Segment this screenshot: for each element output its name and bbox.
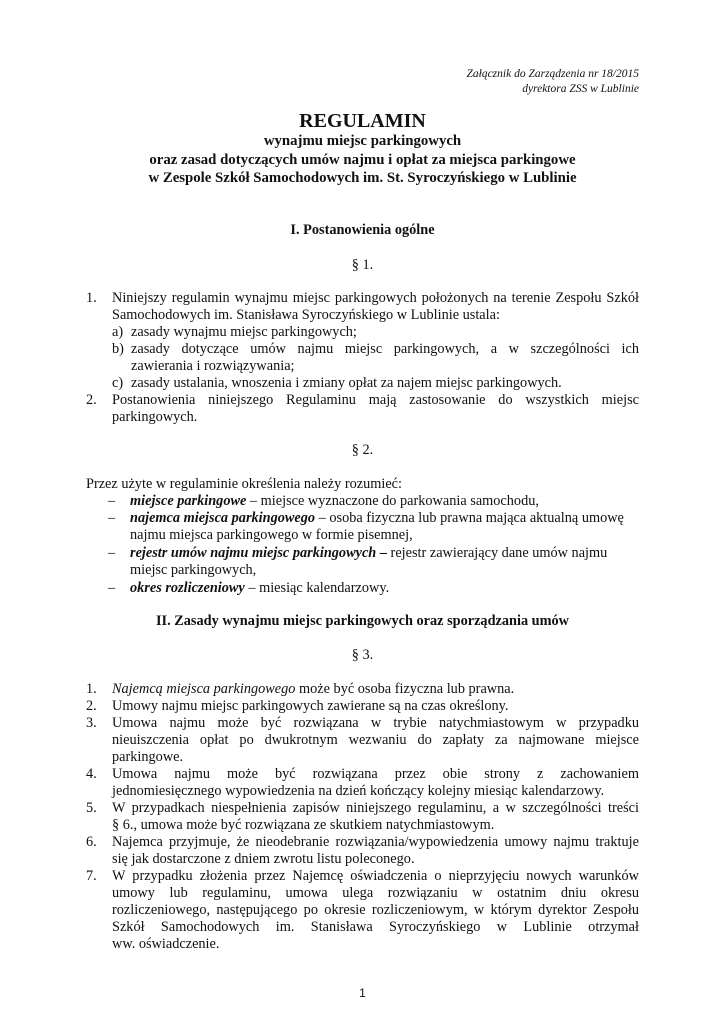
- definition-text: miejsc parkingowych,: [130, 562, 257, 578]
- sub-item-letter: a): [112, 324, 124, 340]
- item-number: 7.: [86, 868, 97, 884]
- sub-item-text: zasady dotyczące umów najmu miejsc parkingowych, a w szczególności ich: [131, 341, 639, 357]
- item-text-line: W przypadku złożenia przez Najemcę oświadczenia o nieprzyjęciu nowych warunków: [112, 868, 639, 884]
- item-text-line: § 6., umowa może być rozwiązana ze skutkiem natychmiastowym.: [112, 817, 495, 833]
- item-text-line: umowy lub regulaminu, umowa ulega rozwiązaniu w ostatnim dniu okresu: [112, 885, 639, 901]
- sub-item-text: zawierania i rozwiązywania;: [131, 358, 295, 374]
- item-text-line: Postanowienia niniejszego Regulaminu mają zastosowanie do wszystkich miejsc: [112, 392, 639, 408]
- definition-text: [130, 510, 639, 527]
- item-text-line: rozliczeniowego, następującego po okresie rozliczeniowym, w którym dyrektor Zespołu: [112, 902, 639, 918]
- item-number: 6.: [86, 834, 97, 850]
- item-text-line: ww. oświadczenie.: [112, 936, 220, 952]
- item-text-line: jednomiesięcznego wypowiedzenia na dzień kończący kolejny miesiąc kalendarzowy.: [112, 783, 605, 799]
- sub-item-text: zasady wynajmu miejsc parkingowych;: [131, 324, 357, 340]
- paragraph-1-sign: § 1.: [351, 257, 374, 273]
- item-text-line: Umowa najmu może być rozwiązana w trybie natychmiastowym w przypadku: [112, 715, 639, 731]
- definition-desc: – miejsce wyznaczone do parkowania samochodu,: [246, 493, 539, 509]
- subtitle-line-2: oraz zasad dotyczących umów najmu i opłat za miejsca parkingowe: [149, 151, 576, 168]
- sub-item-letter: c): [112, 375, 124, 391]
- item-number: 2.: [86, 698, 97, 714]
- annex-line-1: Załącznik do Zarządzenia nr 18/2015: [466, 68, 639, 80]
- item-text-line: Umowa najmu może być rozwiązana przez obie strony z zachowaniem: [112, 766, 639, 782]
- item-text-line: Samochodowych im. Stanisława Syroczyńskiego w Lublinie ustala:: [112, 307, 500, 323]
- item-text-line: W przypadkach niespełnienia zapisów niniejszego regulaminu, a w szczególności treści: [112, 800, 639, 816]
- dash-bullet: –: [108, 580, 116, 596]
- item-text-line: Umowy najmu miejsc parkingowych zawierane są na czas określony.: [112, 698, 509, 714]
- item-number: 1.: [86, 290, 97, 306]
- item-text-line: [112, 681, 639, 698]
- definition-desc: – miesiąc kalendarzowy.: [244, 580, 390, 596]
- definition-term: rejestr umów najmu miejsc parkingowych –: [130, 545, 387, 561]
- document-subtitle: [86, 132, 639, 188]
- document-title: REGULAMIN: [299, 110, 426, 132]
- item-text-line: parkingowe.: [112, 749, 184, 765]
- section-1-heading: I. Postanowienia ogólne: [290, 222, 435, 238]
- definition-term: najemca miejsca parkingowego: [130, 510, 316, 526]
- dash-bullet: –: [108, 545, 116, 561]
- item-text-line: nieuiszczenia opłat po dwukrotnym wezwaniu do zapłaty za najmowane miejsce: [112, 732, 639, 748]
- item-number: 4.: [86, 766, 97, 782]
- definition-text: [130, 545, 639, 562]
- item-text-line: Najemca przyjmuje, że nieodebranie rozwiązania/wypowiedzenia umowy najmu traktuje: [112, 834, 639, 850]
- dash-bullet: –: [108, 510, 116, 526]
- item-number: 1.: [86, 681, 97, 697]
- sub-item-letter: b): [112, 341, 124, 357]
- item-number: 3.: [86, 715, 97, 731]
- item-text-line: się jak dostarczone z dniem zwrotu listu poleconego.: [112, 851, 415, 867]
- definition-desc: – osoba fizyczna lub prawna mająca aktualną umowę: [315, 510, 624, 526]
- item-desc: może być osoba fizyczna lub prawna.: [295, 681, 515, 697]
- subtitle-line-1: wynajmu miejsc parkingowych: [263, 133, 462, 149]
- item-text-line: Niniejszy regulamin wynajmu miejsc parkingowych położonych na terenie Zespołu Szkół: [112, 290, 639, 306]
- page-number: 1: [359, 986, 366, 1000]
- dash-bullet: –: [108, 493, 116, 509]
- definition-term: miejsce parkingowe: [130, 493, 247, 509]
- item-number: 5.: [86, 800, 97, 816]
- sub-item-text: zasady ustalania, wnoszenia i zmiany opłat za najem miejsc parkingowych.: [131, 375, 562, 391]
- section-2-heading: II. Zasady wynajmu miejsc parkingowych oraz sporządzania umów: [155, 613, 570, 629]
- item-term: Najemcą miejsca parkingowego: [112, 681, 296, 697]
- item-number: 2.: [86, 392, 97, 408]
- definition-text: najmu miejsca parkingowego w formie pisemnej,: [130, 527, 413, 543]
- annex-note: [466, 67, 639, 96]
- item-text-line: Szkół Samochodowych im. Stanisława Syroczyńskiego w Lublinie otrzymał: [112, 919, 639, 935]
- paragraph-3-sign: § 3.: [351, 647, 374, 663]
- definition-desc: rejestr zawierający dane umów najmu: [386, 545, 608, 561]
- annex-line-2: dyrektora ZSS w Lublinie: [522, 82, 639, 95]
- intro-text: Przez użyte w regulaminie określenia należy rozumieć:: [86, 476, 402, 492]
- definition-term: okres rozliczeniowy: [130, 580, 245, 596]
- paragraph-2-sign: § 2.: [351, 442, 374, 458]
- item-text-line: parkingowych.: [112, 409, 198, 425]
- definition-text: [130, 493, 639, 510]
- subtitle-line-3: w Zespole Szkół Samochodowych im. St. Syroczyńskiego w Lublinie: [148, 170, 577, 186]
- definition-text: [130, 580, 639, 597]
